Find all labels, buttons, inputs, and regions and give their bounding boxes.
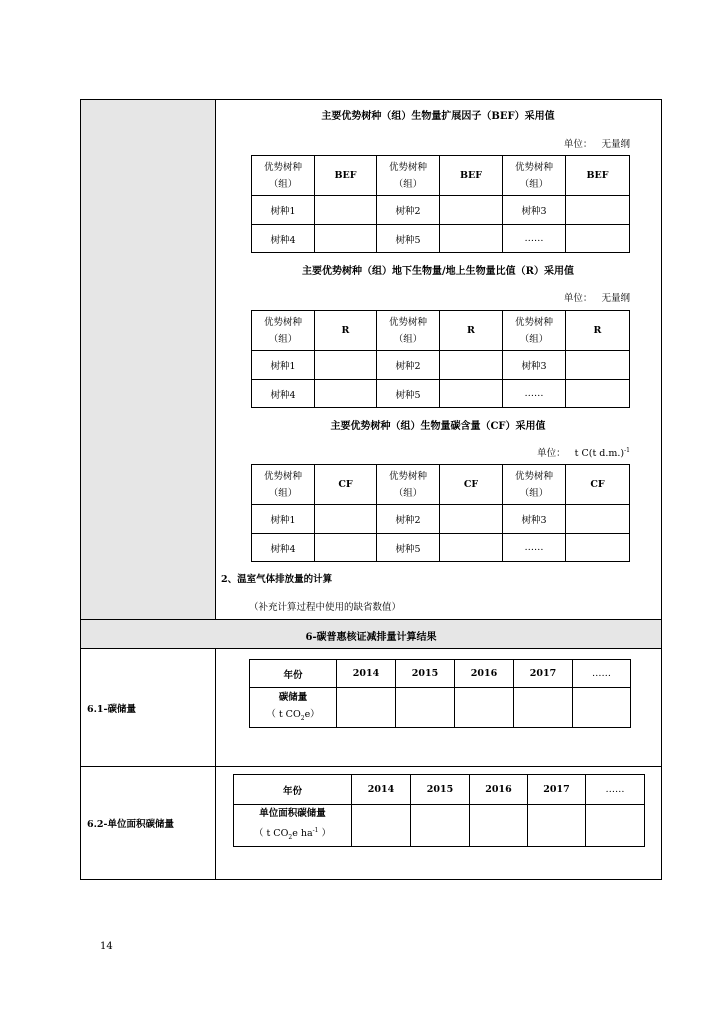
species-cell: 树种5 — [377, 534, 440, 562]
value-cell — [566, 196, 630, 225]
cf-column-header: CF — [440, 465, 503, 505]
value-cell — [440, 380, 503, 408]
r-column-header: R — [315, 311, 377, 351]
value-cell — [352, 805, 411, 847]
cf-unit-exponent: -1 — [624, 446, 630, 454]
r-column-header: R — [440, 311, 503, 351]
species-cell: …… — [503, 534, 566, 562]
cf-column-header: CF — [315, 465, 377, 505]
r-unit-value: 无量纲 — [601, 293, 630, 304]
left-label-cell — [81, 100, 215, 619]
value-cell — [315, 225, 377, 253]
bef-species-header: 优势树种 （组） — [252, 156, 315, 196]
bef-column-header: BEF — [566, 156, 630, 196]
year-cell: 2014 — [337, 660, 396, 688]
species-cell: 树种3 — [503, 196, 566, 225]
year-cell: 2016 — [455, 660, 514, 688]
page-number: 14 — [100, 941, 113, 952]
species-cell: …… — [503, 380, 566, 408]
cf-title: 主要优势树种（组）生物量碳含量（CF）采用值 — [330, 421, 546, 432]
r-column-header: R — [566, 311, 630, 351]
value-cell — [315, 380, 377, 408]
value-cell — [315, 351, 377, 380]
species-cell: …… — [503, 225, 566, 253]
value-cell — [573, 688, 631, 728]
value-cell — [315, 196, 377, 225]
divider-before-section6 — [80, 619, 662, 620]
unit-area-carbon-row-label: 单位面积碳储量 （ t $CO_2e$ $ha^{-1}$ ） — [234, 805, 352, 847]
r-species-header: 优势树种 （组） — [503, 311, 566, 351]
column-divider-61 — [215, 648, 216, 767]
row62-label: 6.2-单位面积碳储量 — [87, 819, 174, 830]
r-unit-label: 单位： — [563, 293, 593, 304]
year-cell: …… — [586, 775, 645, 805]
species-cell: 树种4 — [252, 534, 315, 562]
carbon-stock-table — [249, 659, 631, 728]
r-table — [251, 310, 630, 408]
value-cell — [566, 351, 630, 380]
cf-table — [251, 464, 630, 562]
bef-species-header: 优势树种 （组） — [377, 156, 440, 196]
bef-title: 主要优势树种（组）生物量扩展因子（BEF）采用值 — [321, 111, 555, 122]
year-header: 年份 — [234, 775, 352, 805]
value-cell — [566, 534, 630, 562]
species-cell: 树种4 — [252, 380, 315, 408]
species-cell: 树种1 — [252, 196, 315, 225]
value-cell — [440, 225, 503, 253]
bef-column-header: BEF — [440, 156, 503, 196]
bef-unit-label: 单位： — [563, 139, 593, 150]
species-cell: 树种3 — [503, 505, 566, 534]
bef-unit-value: 无量纲 — [601, 139, 630, 150]
year-header: 年份 — [250, 660, 337, 688]
species-cell: 树种1 — [252, 505, 315, 534]
cf-unit-label: 单位： — [537, 448, 566, 459]
species-cell: 树种2 — [377, 351, 440, 380]
section2-heading: 2、温室气体排放量的计算 — [221, 574, 333, 585]
column-divider-top — [215, 99, 216, 620]
bef-table — [251, 155, 630, 253]
value-cell — [566, 380, 630, 408]
year-cell: 2014 — [352, 775, 411, 805]
divider-61-62 — [80, 766, 662, 767]
value-cell — [440, 505, 503, 534]
year-cell: 2017 — [514, 660, 573, 688]
year-cell: 2015 — [396, 660, 455, 688]
carbon-stock-row-label: 碳储量 （ t $CO_2e$） — [250, 688, 337, 728]
species-cell: 树种3 — [503, 351, 566, 380]
value-cell — [586, 805, 645, 847]
value-cell — [470, 805, 528, 847]
species-cell: 树种2 — [377, 196, 440, 225]
column-divider-62 — [215, 766, 216, 880]
year-cell: 2015 — [411, 775, 470, 805]
value-cell — [528, 805, 586, 847]
cf-column-header: CF — [566, 465, 630, 505]
row61-label: 6.1-碳储量 — [87, 704, 136, 715]
year-cell: …… — [573, 660, 631, 688]
cf-unit-value: t C(t d.m.) — [574, 448, 625, 459]
value-cell — [440, 351, 503, 380]
r-unit — [564, 290, 630, 304]
value-cell — [411, 805, 470, 847]
value-cell — [566, 225, 630, 253]
value-cell — [315, 505, 377, 534]
cf-species-header: 优势树种 （组） — [252, 465, 315, 505]
bef-species-header: 优势树种 （组） — [503, 156, 566, 196]
section6-title: 6-碳普惠核证减排量计算结果 — [305, 632, 437, 643]
species-cell: 树种4 — [252, 225, 315, 253]
value-cell — [396, 688, 455, 728]
value-cell — [455, 688, 514, 728]
species-cell: 树种5 — [377, 380, 440, 408]
species-cell: 树种1 — [252, 351, 315, 380]
value-cell — [440, 534, 503, 562]
year-cell: 2017 — [528, 775, 586, 805]
bef-column-header: BEF — [315, 156, 377, 196]
r-title: 主要优势树种（组）地下生物量/地上生物量比值（R）采用值 — [302, 266, 574, 277]
species-cell: 树种2 — [377, 505, 440, 534]
year-cell: 2016 — [470, 775, 528, 805]
bef-unit — [564, 136, 630, 150]
r-species-header: 优势树种 （组） — [252, 311, 315, 351]
divider-after-section6 — [80, 648, 662, 649]
unit-area-carbon-table — [233, 774, 645, 847]
cf-unit — [537, 445, 630, 459]
cf-species-header: 优势树种 （组） — [503, 465, 566, 505]
value-cell — [440, 196, 503, 225]
value-cell — [337, 688, 396, 728]
r-species-header: 优势树种 （组） — [377, 311, 440, 351]
section2-note: （补充计算过程中使用的缺省数值） — [249, 602, 402, 613]
cf-species-header: 优势树种 （组） — [377, 465, 440, 505]
species-cell: 树种5 — [377, 225, 440, 253]
value-cell — [514, 688, 573, 728]
value-cell — [315, 534, 377, 562]
value-cell — [566, 505, 630, 534]
